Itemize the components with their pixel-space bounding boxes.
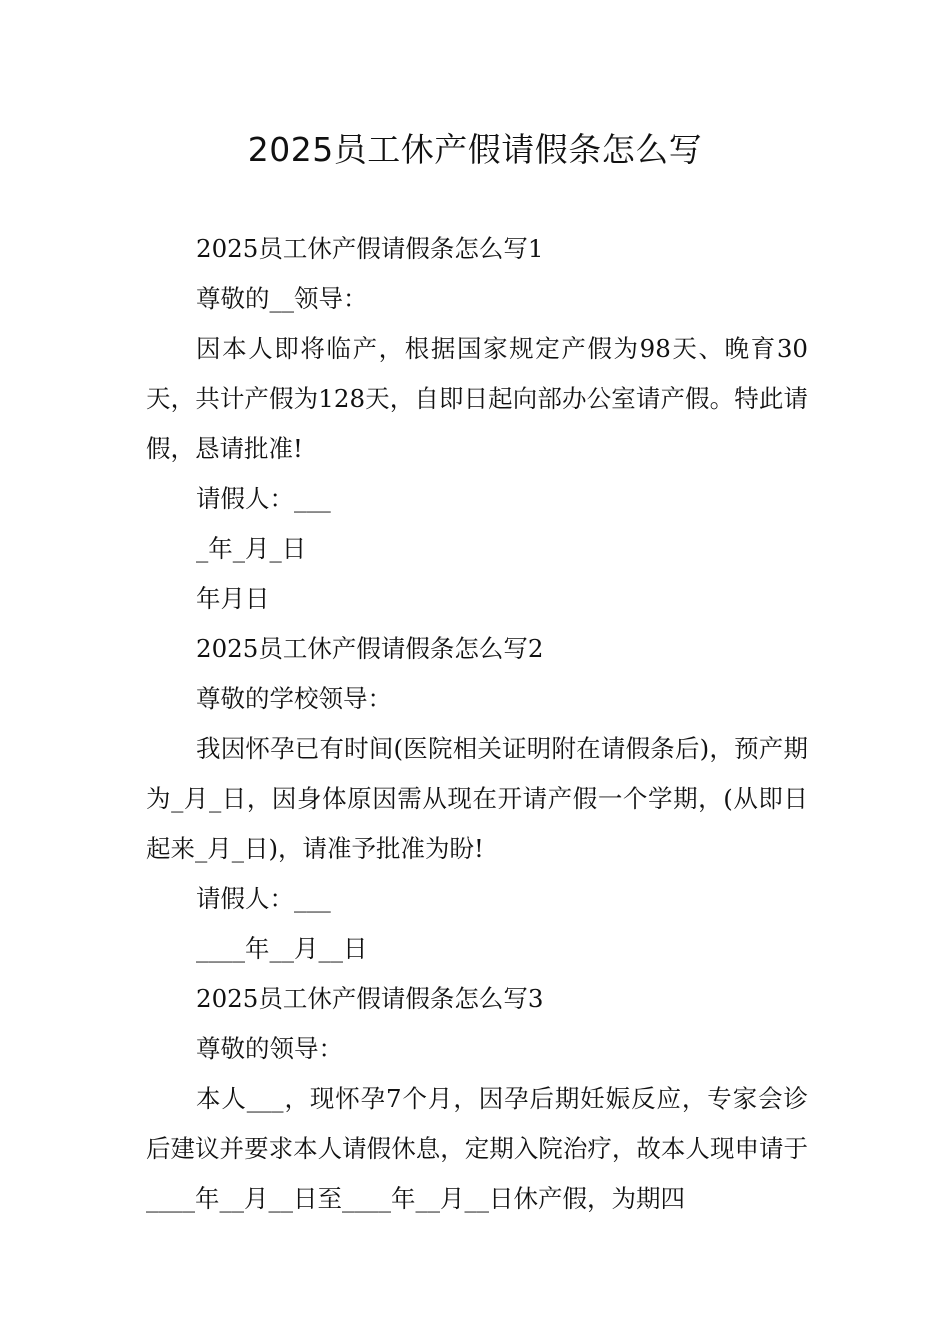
section-heading-1: 2025员工休产假请假条怎么写1: [196, 234, 544, 263]
body-paragraph-2: 我因怀孕已有时间(医院相关证明附在请假条后)，预产期为_月_日，因身体原因需从现在开请产假一个学期，(从即日起来_月_日)，请准予批准为盼!: [146, 734, 808, 863]
body-paragraph-1: 因本人即将临产，根据国家规定产假为98天、晚育30天，共计产假为128天，自即日起向部办公室请产假。特此请假，恳请批准!: [146, 334, 808, 463]
signature-line-1: 请假人：___: [196, 484, 331, 513]
date-line-1: _年_月_日: [196, 534, 307, 563]
salutation-2: 尊敬的学校领导：: [196, 684, 392, 713]
body-paragraph-3: 本人___，现怀孕7个月，因孕后期妊娠反应，专家会诊后建议并要求本人请假休息，定期入院治疗，故本人现申请于____年__月__日至____年__月__日休产假，为期四: [146, 1084, 808, 1213]
salutation-3: 尊敬的领导：: [196, 1034, 343, 1063]
document-title: 2025员工休产假请假条怎么写: [247, 130, 703, 169]
section-heading-3: 2025员工休产假请假条怎么写3: [196, 984, 544, 1013]
date-line-2: ____年__月__日: [196, 934, 368, 963]
salutation-1: 尊敬的__领导：: [196, 284, 368, 313]
document-body: [146, 224, 808, 1224]
section-heading-2: 2025员工休产假请假条怎么写2: [196, 634, 544, 663]
signature-line-2: 请假人：___: [196, 884, 331, 913]
date-line-1b: 年月日: [196, 584, 270, 613]
